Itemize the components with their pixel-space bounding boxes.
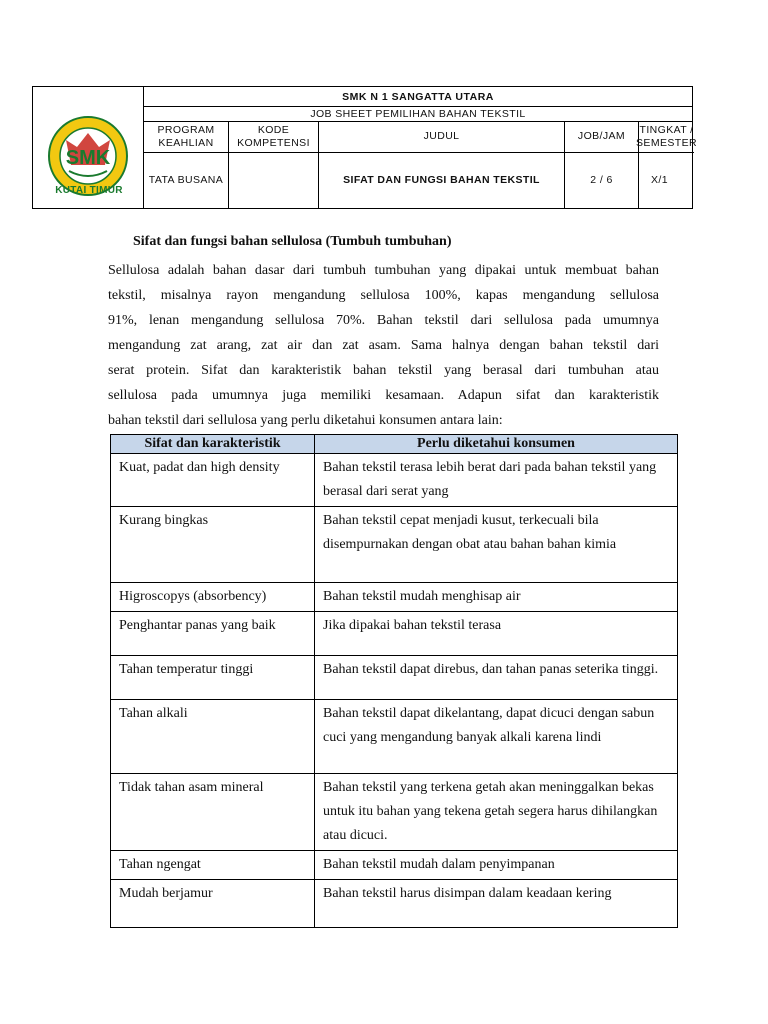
label-program: PROGRAM KEAHLIAN: [144, 122, 229, 153]
paragraph-line: sellulosa pada umumnya juga memiliki kesamaan. Adapun sifat dan karakteristik: [108, 388, 659, 403]
table-cell-note: Jika dipakai bahan tekstil terasa: [315, 612, 678, 656]
value-program: TATA BUSANA: [144, 153, 229, 208]
table-cell-note: Bahan tekstil dapat dikelantang, dapat dicuci dengan sabun cuci yang mengandung banyak alkali karena lindi: [315, 700, 678, 774]
table-cell-note: Bahan tekstil terasa lebih berat dari pada bahan tekstil yang berasal dari serat yang: [315, 454, 678, 507]
table-cell-note: Bahan tekstil harus disimpan dalam keadaan kering: [315, 880, 678, 928]
table-row: [111, 454, 678, 507]
value-tingkat: X/1: [651, 173, 668, 186]
body-paragraph: [108, 258, 659, 433]
svg-text:SMK: SMK: [65, 147, 111, 169]
table-cell-note: Bahan tekstil mudah menghisap air: [315, 583, 678, 612]
column-header: Perlu diketahui konsumen: [315, 435, 678, 454]
sheet-title: JOB SHEET PEMILIHAN BAHAN TEKSTIL: [144, 107, 692, 122]
value-job-jam: 2 / 6: [565, 153, 639, 208]
table-row: [111, 880, 678, 928]
table-cell-note: Bahan tekstil dapat direbus, dan tahan panas seterika tinggi.: [315, 656, 678, 700]
label-judul: JUDUL: [319, 122, 565, 153]
table-cell-property: Tahan ngengat: [111, 851, 315, 880]
value-judul: SIFAT DAN FUNGSI BAHAN TEKSTIL: [319, 153, 565, 208]
label-tingkat: TINGKAT / SEMESTER: [639, 122, 694, 153]
paragraph-line: tekstil, misalnya rayon mengandung sellulosa 100%, kapas mengandung sellulosa: [108, 288, 659, 303]
table-row: [111, 507, 678, 583]
table-header-row: [111, 435, 678, 454]
school-name: SMK N 1 SANGATTA UTARA: [144, 87, 692, 107]
table-row: [111, 583, 678, 612]
table-cell-note: Bahan tekstil cepat menjadi kusut, terkecuali bila disempurnakan dengan obat atau bahan bahan kimia: [315, 507, 678, 583]
table-cell-property: Mudah berjamur: [111, 880, 315, 928]
value-kode: [229, 153, 319, 208]
label-kode: KODE KOMPETENSI: [229, 122, 319, 153]
table-cell-property: Tidak tahan asam mineral: [111, 774, 315, 851]
table-cell-property: Penghantar panas yang baik: [111, 612, 315, 656]
table-row: [111, 774, 678, 851]
table-cell-property: Tahan temperatur tinggi: [111, 656, 315, 700]
column-header: Sifat dan karakteristik: [111, 435, 315, 454]
properties-table: [110, 434, 678, 928]
table-cell-property: Higroscopys (absorbency): [111, 583, 315, 612]
table-cell-property: Kurang bingkas: [111, 507, 315, 583]
label-job-jam: JOB/JAM: [565, 122, 639, 153]
paragraph-line: 91%, lenan mengandung sellulosa 70%. Bahan tekstil dari sellulosa pada umumnya: [108, 313, 659, 328]
table-cell-note: Bahan tekstil yang terkena getah akan meninggalkan bekas untuk itu bahan yang tekena getah segera harus dihilangkan atau dicuci.: [315, 774, 678, 851]
paragraph-line: bahan tekstil dari sellulosa yang perlu diketahui konsumen antara lain:: [108, 413, 503, 428]
table-row: [111, 656, 678, 700]
table-row: [111, 700, 678, 774]
logo-caption: KUTAI TIMUR: [55, 185, 123, 196]
logo-cell: [33, 87, 144, 208]
paragraph-line: mengandung zat arang, zat air dan zat asam. Sama halnya dengan bahan tekstil dari: [108, 338, 659, 353]
section-heading: Sifat dan fungsi bahan sellulosa (Tumbuh tumbuhan): [133, 234, 452, 249]
table-row: [111, 851, 678, 880]
paragraph-line: serat protein. Sifat dan karakteristik bahan tekstil yang berasal dari tumbuhan atau: [108, 363, 659, 378]
table-cell-property: Kuat, padat dan high density: [111, 454, 315, 507]
table-row: [111, 612, 678, 656]
table-cell-note: Bahan tekstil mudah dalam penyimpanan: [315, 851, 678, 880]
table-cell-property: Tahan alkali: [111, 700, 315, 774]
paragraph-line: Sellulosa adalah bahan dasar dari tumbuh tumbuhan yang dipakai untuk membuat bahan: [108, 263, 659, 278]
job-sheet-header: [32, 86, 697, 209]
